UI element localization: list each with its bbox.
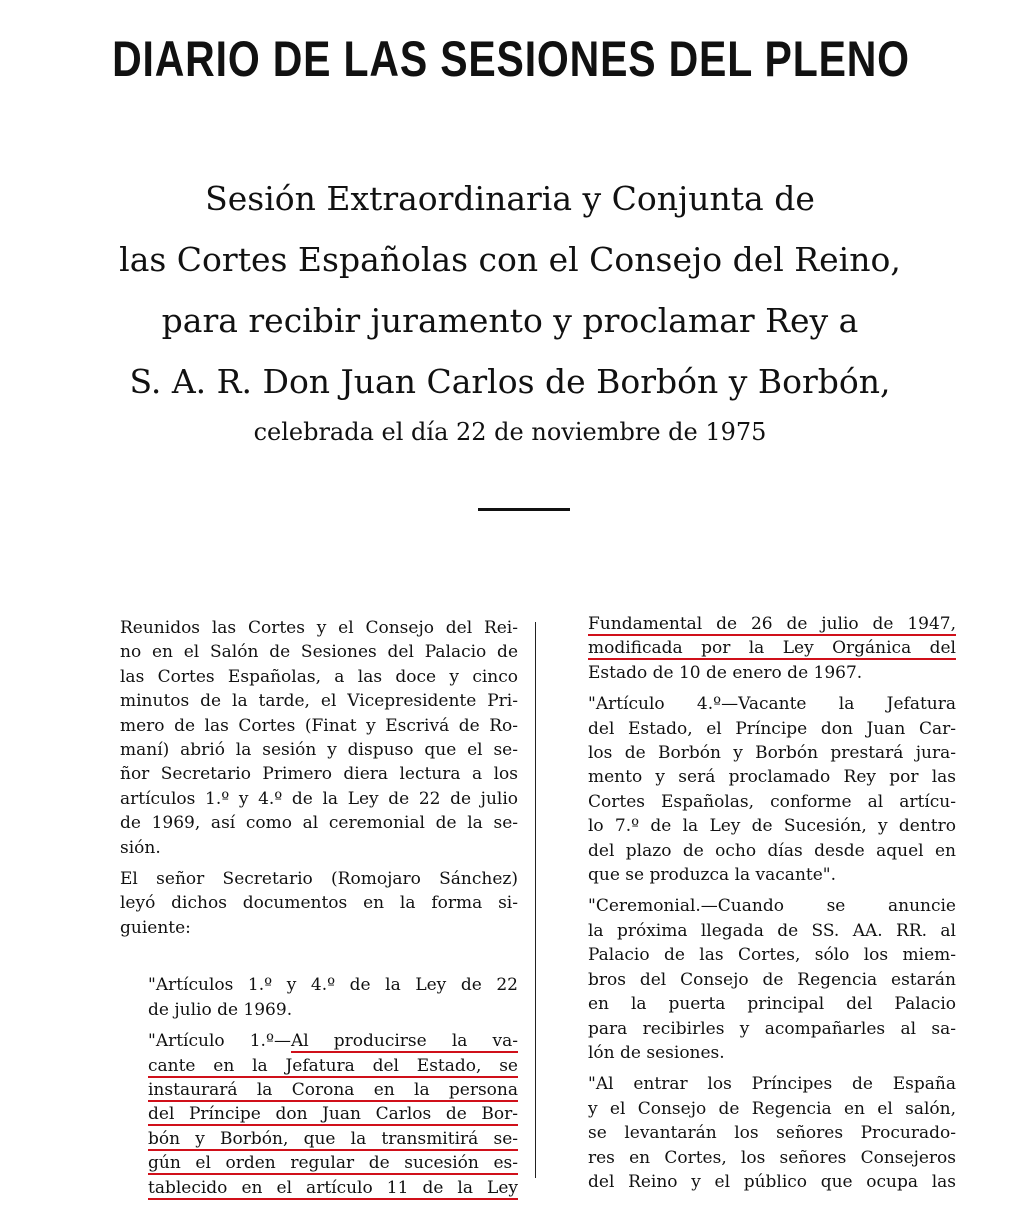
text-line: "Artículos 1.º y 4.º de la Ley de 22 [148, 975, 518, 996]
text-line: los de Borbón y Borbón prestará jura- [588, 743, 956, 764]
text-line: Cortes Españolas, conforme al artícu- [588, 791, 956, 812]
column-divider [535, 622, 536, 1178]
text-line: las Cortes Españolas, a las doce y cinco [120, 666, 518, 687]
text-line: artículos 1.º y 4.º de la Ley de 22 de julio [120, 788, 518, 809]
underlined-text: tablecido en el artículo 11 de la Ley [148, 1177, 518, 1198]
underlined-text: del Príncipe don Juan Carlos de Bor- [148, 1104, 518, 1125]
text-line: maní) abrió la sesión y dispuso que el se- [120, 740, 518, 761]
masthead-title: DIARIO DE LAS SESIONES DEL PLENO [112, 31, 910, 87]
underlined-text: cante en la Jefatura del Estado, se [148, 1055, 518, 1076]
text-line [148, 1054, 518, 1078]
text-line: minutos de la tarde, el Vicepresidente Pri- [120, 691, 518, 712]
text-line: mero de las Cortes (Finat y Escrivá de Ro- [120, 715, 518, 736]
text-line: lón de sesiones. [588, 1042, 725, 1063]
text-line: del Estado, el Príncipe don Juan Car- [588, 718, 956, 739]
text-line: sión. [120, 837, 161, 858]
text-line: de julio de 1969. [148, 999, 293, 1020]
quote-heading [148, 973, 518, 1022]
article-4-text [588, 692, 956, 887]
text-line: mento y será proclamado Rey por las [588, 767, 956, 788]
session-title-line: Sesión Extraordinaria y Conjunta de [205, 179, 815, 218]
text-line [148, 1127, 518, 1151]
text-line: ñor Secretario Primero diera lectura a los [120, 764, 518, 785]
text-line: y el Consejo de Regencia en el salón, [588, 1098, 956, 1119]
text-line [588, 636, 956, 660]
left-column [120, 616, 518, 1207]
underlined-text: bón y Borbón, que la transmitirá se- [148, 1128, 518, 1149]
underlined-text: modificada por la Ley Orgánica del [588, 638, 956, 659]
text-line: en la puerta principal del Palacio [588, 994, 956, 1015]
text-line: "Al entrar los Príncipes de España [588, 1074, 956, 1095]
text-line: "Ceremonial.—Cuando se anuncie [588, 896, 956, 917]
section-divider-rule [478, 508, 570, 511]
text-line: leyó dichos documentos en la forma si- [120, 893, 518, 914]
text-line: de 1969, así como al ceremonial de la se- [120, 813, 518, 834]
continued-law-reference [588, 612, 956, 685]
text-line [148, 1151, 518, 1175]
underlined-text: instaurará la Corona en la persona [148, 1079, 518, 1100]
article-1-text [148, 1029, 518, 1200]
article-1-label: "Artículo 1.º— [148, 1031, 291, 1052]
text-line [148, 1102, 518, 1126]
text-line: no en el Salón de Sesiones del Palacio de [120, 642, 518, 663]
text-line: Reunidos las Cortes y el Consejo del Rei- [120, 618, 518, 638]
underlined-text: Al producirse la va- [290, 1031, 518, 1052]
session-title [60, 168, 960, 412]
text-line [148, 1078, 518, 1102]
text-line: Palacio de las Cortes, sólo los miem- [588, 945, 956, 966]
text-line: del plazo de ocho días desde aquel en [588, 840, 956, 861]
text-line: la próxima llegada de SS. AA. RR. al [588, 920, 956, 941]
text-line [148, 1029, 518, 1053]
session-title-line: S. A. R. Don Juan Carlos de Borbón y Borbón, [129, 362, 891, 401]
opening-paragraph [120, 616, 518, 860]
quoted-law-articles [148, 973, 518, 1200]
text-line: El señor Secretario (Romojaro Sánchez) [120, 869, 518, 890]
session-title-line: las Cortes Españolas con el Consejo del Reino, [119, 240, 901, 279]
ceremonial-text [588, 894, 956, 1065]
underlined-text: gún el orden regular de sucesión es- [148, 1153, 518, 1174]
secretary-paragraph [120, 867, 518, 940]
text-line: para recibirles y acompañarles al sa- [588, 1018, 956, 1039]
text-line [148, 1176, 518, 1200]
text-line: lo 7.º de la Ley de Sucesión, y dentro [588, 816, 956, 837]
text-line: del Reino y el público que ocupa las [588, 1171, 956, 1192]
text-line: bros del Consejo de Regencia estarán [588, 969, 956, 990]
underlined-text: Fundamental de 26 de julio de 1947, [588, 614, 956, 634]
text-line: res en Cortes, los señores Consejeros [588, 1147, 956, 1168]
text-line: se levantarán los señores Procurado- [588, 1123, 956, 1144]
session-date: celebrada el día 22 de noviembre de 1975 [253, 418, 767, 446]
text-line: guiente: [120, 917, 191, 938]
entrance-text [588, 1072, 956, 1194]
text-line: que se produzca la vacante". [588, 865, 837, 886]
text-line [588, 612, 956, 636]
text-line: "Artículo 4.º—Vacante la Jefatura [588, 694, 956, 715]
session-title-line: para recibir juramento y proclamar Rey a [161, 301, 859, 340]
right-column [588, 612, 956, 1201]
text-line: Estado de 10 de enero de 1967. [588, 662, 863, 683]
